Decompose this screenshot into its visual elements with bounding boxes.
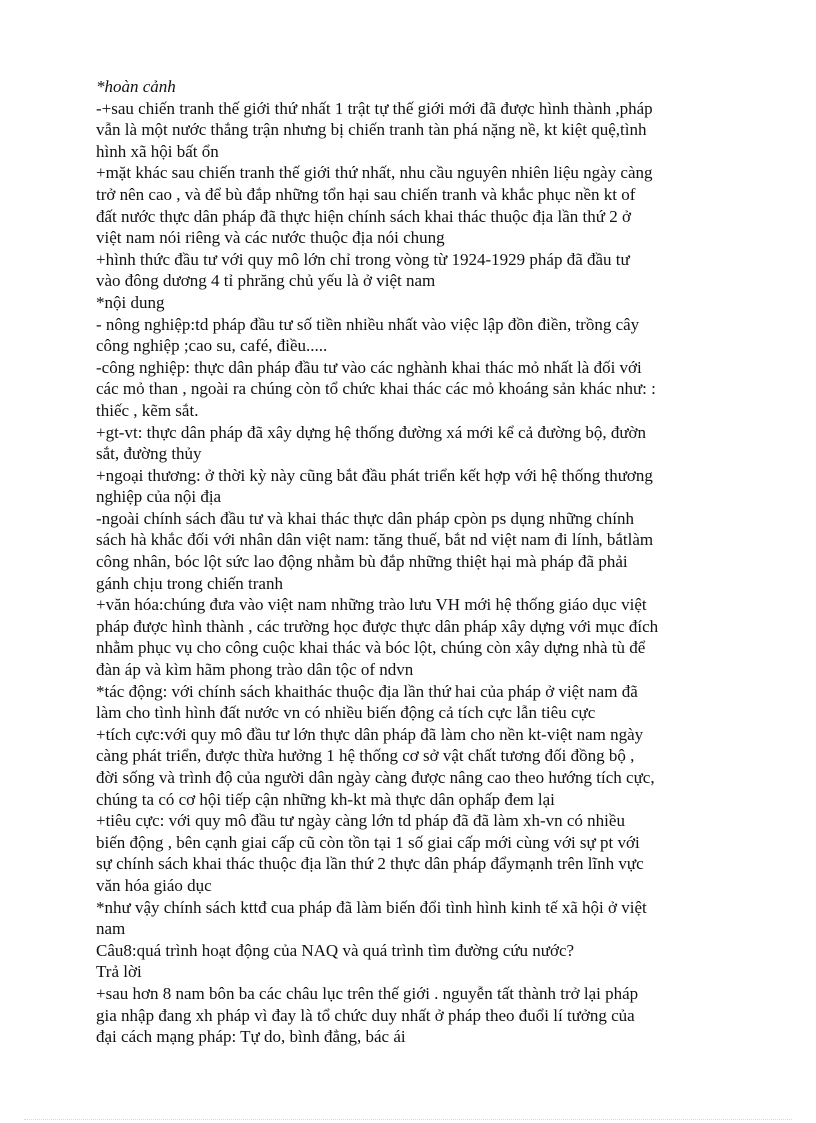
text-line: biến động , bên cạnh giai cấp cũ còn tồn tại 1 số giai cấp mới cùng với sự pt với: [96, 832, 640, 852]
page-footer-divider: [24, 1119, 792, 1120]
text-line: - nông nghiệp:td pháp đầu tư số tiền nhiều nhất vào việc lập đồn điền, trồng cây: [96, 314, 640, 334]
text-line: +văn hóa:chúng đưa vào việt nam những trào lưu VH mới hệ thống giáo dục việt: [96, 595, 647, 615]
text-line: thiếc , kẽm sắt.: [96, 400, 199, 420]
text-line: càng phát triển, được thừa hưởng 1 hệ thống cơ sở vật chất tương đối đồng bộ ,: [96, 746, 635, 766]
text-line: +tích cực:với quy mô đầu tư lớn thực dân pháp đã làm cho nền kt-việt nam ngày: [96, 724, 644, 744]
text-line: +gt-vt: thực dân pháp đã xây dựng hệ thống đường xá mới kể cả đường bộ, đườn: [96, 422, 647, 442]
text-line: +sau hơn 8 nam bôn ba các châu lục trên thế giới . nguyễn tất thành trở lại pháp: [96, 983, 639, 1003]
text-line: -+sau chiến tranh thế giới thứ nhất 1 trật tự thế giới mới đã được hình thành ,pháp: [96, 98, 653, 118]
text-line: vào đông dương 4 tỉ phrăng chủ yếu là ở việt nam: [96, 271, 436, 291]
text-line: đất nước thực dân pháp đã thực hiện chính sách khai thác thuộc địa lần thứ 2 ở: [96, 206, 631, 226]
text-line: gánh chịu trong chiến tranh: [96, 573, 283, 593]
text-line: nhằm phục vụ cho công cuộc khai thác và bóc lột, chúng còn xây dựng nhà tù để: [96, 638, 646, 658]
text-line: vẫn là một nước thắng trận nhưng bị chiến tranh tàn phá nặng nề, kt kiệt quệ,tình: [96, 120, 647, 140]
text-line: đàn áp và kìm hãm phong trào dân tộc of ndvn: [96, 660, 414, 680]
text-line: đời sống và trình độ của người dân ngày càng được nâng cao theo hướng tích cực,: [96, 768, 655, 787]
text-line: làm cho tình hình đất nước vn có nhiều biến động cả tích cực lẫn tiêu cực: [96, 703, 596, 723]
question-heading: Câu8:quá trình hoạt động của NAQ và quá trình tìm đường cứu nước?: [96, 940, 575, 960]
text-line: các mỏ than , ngoài ra chúng còn tổ chức khai thác các mỏ khoáng sản khác như: :: [96, 379, 656, 399]
text-line: gia nhập đang xh pháp vì đay là tổ chức duy nhất ở pháp theo đuổi lí tưởng của: [96, 1005, 635, 1025]
answer-heading: Trả lời: [96, 962, 142, 982]
text-line: việt nam nói riêng và các nước thuộc địa nói chung: [96, 228, 445, 248]
text-line: -công nghiệp: thực dân pháp đầu tư vào các nghành khai thác mỏ nhất là đối với: [96, 357, 642, 377]
section-heading-context: *hoàn cảnh: [96, 77, 176, 96]
text-line: sự chính sách khai thác thuộc địa lần thứ 2 thực dân pháp đẩymạnh trên lĩnh vực: [96, 854, 644, 874]
text-line: đại cách mạng pháp: Tự do, bình đẳng, bác ái: [96, 1027, 406, 1047]
text-line: hình xã hội bất ổn: [96, 141, 219, 161]
text-line: văn hóa giáo dục: [96, 875, 212, 895]
text-line: +ngoại thương: ở thời kỳ này cũng bắt đầu phát triển kết hợp với hệ thống thương: [96, 465, 653, 485]
text-line: *như vậy chính sách kttđ cua pháp đã làm biến đổi tình hình kinh tế xã hội ở việt: [96, 897, 647, 917]
text-line: sách hà khắc đối với nhân dân việt nam: tăng thuế, bắt nd việt nam đi lính, bắtlàm: [96, 530, 654, 550]
section-heading-content: *nội dung: [96, 292, 165, 312]
text-line: +hình thức đầu tư với quy mô lớn chỉ trong vòng từ 1924-1929 pháp đã đầu tư: [96, 249, 630, 269]
document-body: [96, 76, 776, 1048]
section-heading-impact: *tác động: với chính sách khaithác thuộc địa lần thứ hai của pháp ở việt nam đã: [96, 681, 638, 701]
text-line: -ngoài chính sách đầu tư và khai thác thực dân pháp cpòn ps dụng những chính: [96, 508, 634, 528]
text-line: trở nên cao , và để bù đắp những tổn hại sau chiến tranh và khắc phục nền kt of: [96, 184, 636, 204]
text-line: +tiêu cực: với quy mô đầu tư ngày càng lớn td pháp đã đã làm xh-vn có nhiều: [96, 811, 625, 831]
text-line: sắt, đường thủy: [96, 444, 202, 464]
text-line: nghiệp của nội địa: [96, 487, 222, 507]
text-line: công nghiệp ;cao su, café, điều.....: [96, 336, 328, 356]
text-line: công nhân, bóc lột sức lao động nhằm bù đắp những thiệt hại mà pháp đã phải: [96, 552, 628, 572]
text-line: nam: [96, 919, 126, 939]
text-line: pháp được hình thành , các trường học được thực dân pháp xây dựng với mục đích: [96, 616, 659, 636]
text-line: chúng ta có cơ hội tiếp cận những kh-kt mà thực dân ophấp đem lại: [96, 789, 555, 809]
text-line: +mặt khác sau chiến tranh thế giới thứ nhất, nhu cầu nguyên nhiên liệu ngày càng: [96, 163, 653, 183]
